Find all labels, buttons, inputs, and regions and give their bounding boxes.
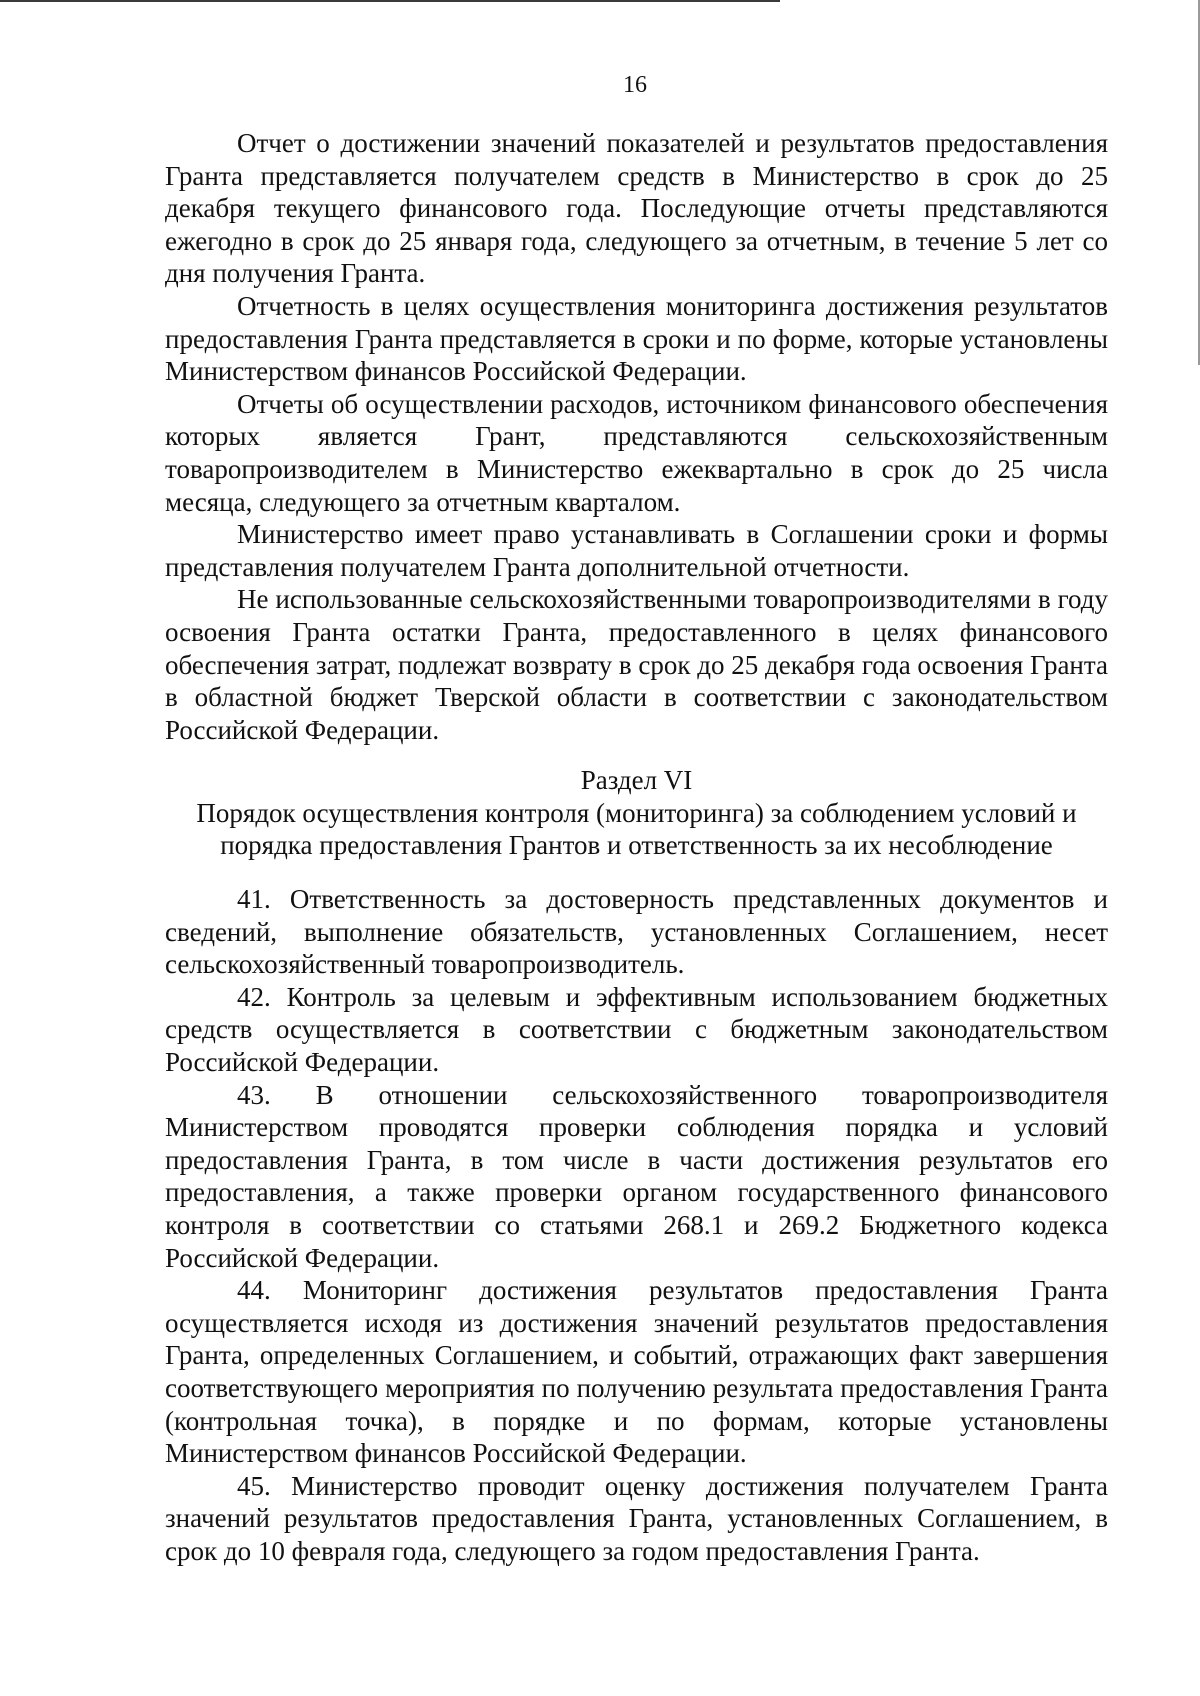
section-title-line-2: порядка предоставления Грантов и ответственность за их несоблюдение xyxy=(220,830,1053,861)
paragraph-44: 44. Мониторинг достижения результатов предоставления Гранта осуществляется исходя из достижения значений результатов предоставления Гранта, определенных Соглашением, и событий, отражающих факт завершения соответствующего мероприятия по получению результата предоставления Гранта (контрольная точка), в порядке и по формам, которые установлены Министерством финансов Российской Федерации. xyxy=(165,1275,1108,1469)
section-heading xyxy=(165,764,1108,862)
paragraph-41: 41. Ответственность за достоверность представленных документов и сведений, выполнение обязательств, установленных Соглашением, несет сельскохозяйственный товаропроизводитель. xyxy=(165,884,1108,980)
paragraph-monitoring-reporting: Отчетность в целях осуществления мониторинга достижения результатов предоставления Гранта представляется в сроки и по форме, которые установлены Министерством финансов Российской Федерации. xyxy=(165,290,1108,387)
page-number: 16 xyxy=(623,72,647,98)
paragraph-43: 43. В отношении сельскохозяйственного товаропроизводителя Министерством проводятся проверки соблюдения порядка и условий предоставления Гранта, в том числе в части достижения результатов его предоставления, а также проверки органом государственного финансового контроля в соответствии со статьями 268.1 и 269.2 Бюджетного кодекса Российской Федерации. xyxy=(165,1079,1108,1273)
section-title-line-1: Порядок осуществления контроля (мониторинга) за соблюдением условий и xyxy=(196,797,1077,828)
paragraph-report-achievement: Отчет о достижении значений показателей и результатов предоставления Гранта представляется получателем средств в Министерство в срок до 25 декабря текущего финансового года. Последующие отчеты представляются ежегодно в срок до 25 января года, следующего за отчетным, в течение 5 лет со дня получения Гранта. xyxy=(165,128,1108,289)
paragraph-unused-balances: Не использованные сельскохозяйственными товаропроизводителями в году освоения Гранта остатки Гранта, предоставленного в целях финансового обеспечения затрат, подлежат возврату в срок до 25 декабря года освоения Гранта в областной бюджет Тверской области в соответствии с законодательством Российской Федерации. xyxy=(165,584,1108,745)
scan-edge-top xyxy=(0,0,780,2)
section-number: Раздел VI xyxy=(580,765,693,795)
paragraphs-after-section xyxy=(165,883,1108,1567)
paragraph-additional-reporting: Министерство имеет право устанавливать в Соглашении сроки и формы представления получателем Гранта дополнительной отчетности. xyxy=(165,519,1108,582)
paragraph-42: 42. Контроль за целевым и эффективным использованием бюджетных средств осуществляется в соответствии с бюджетным законодательством Российской Федерации. xyxy=(165,981,1108,1077)
paragraph-expense-reports: Отчеты об осуществлении расходов, источником финансового обеспечения которых является Грант, представляются сельскохозяйственным товаропроизводителем в Министерство ежеквартально в срок до 25 числа месяца, следующего за отчетным кварталом. xyxy=(165,388,1108,517)
paragraphs-before-section xyxy=(165,127,1108,746)
paragraph-45: 45. Министерство проводит оценку достижения получателем Гранта значений результатов предоставления Гранта, установленных Соглашением, в срок до 10 февраля года, следующего за годом предоставления Гранта. xyxy=(165,1470,1108,1566)
